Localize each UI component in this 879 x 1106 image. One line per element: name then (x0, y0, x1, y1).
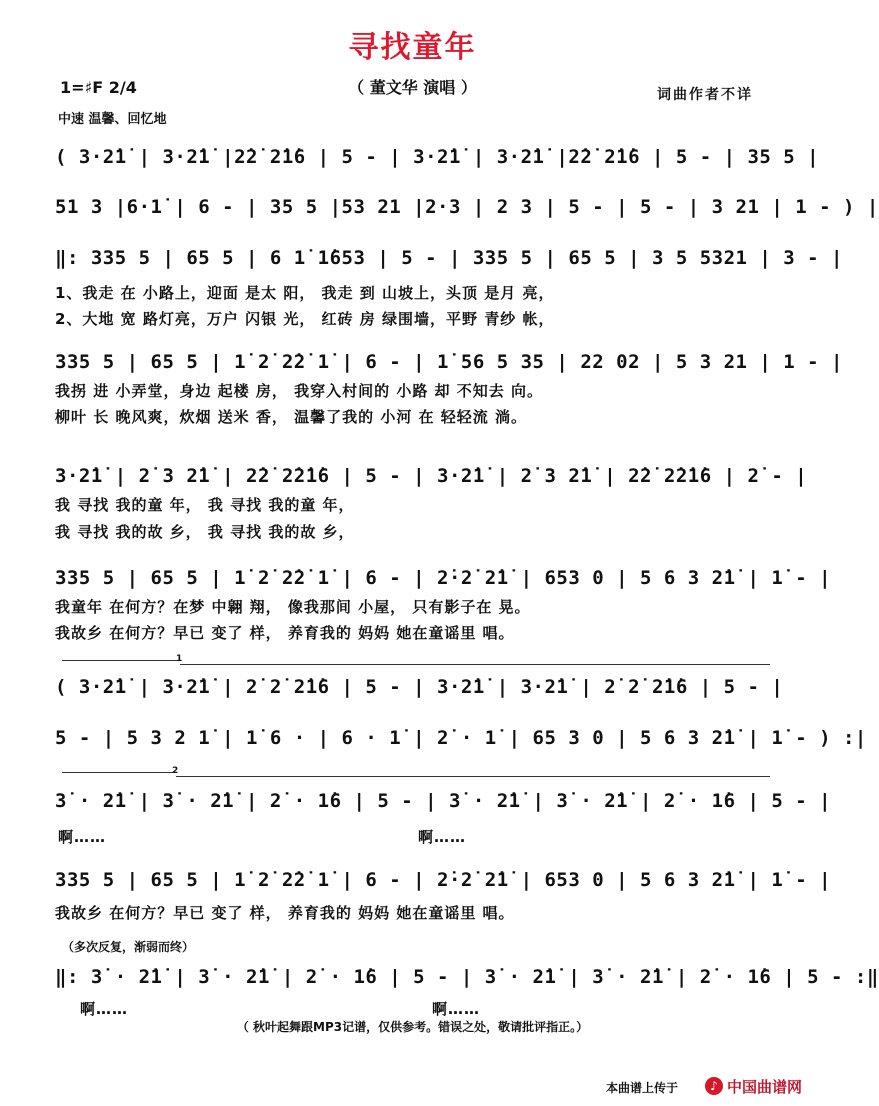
notation-row: ( 3·2̇1̇ | 3·2̇1̇ |2̇2̇ 2̇1̇6 | 5 - | 3·2̇1̇ | 3·2̇1̇ |2̇2̇ 2̇1̇6 | 5 - | 35 5 | (55, 146, 820, 168)
lyric-line: 我 寻找 我的童 年， 我 寻找 我的童 年， (55, 496, 355, 514)
lyric-line: 我童年 在何方？在梦 中翱 翔， 像我那间 小屋， 只有影子在 晃。 (55, 598, 531, 616)
volta-number: 2 (172, 766, 179, 776)
notation-row: 51 3 |6·1̇ | 6 - | 35 5 |53 21 |2·3 | 2 3 | 5 - | 5 - | 3 21 | 1 - ) | (55, 196, 879, 218)
lyric-line: 啊…… (58, 828, 107, 846)
key-signature: 1=♯F 2/4 (60, 78, 137, 97)
singer-credit: （ 董文华 演唱 ） (348, 78, 477, 97)
lyric-line: 2、大地 宽 路灯亮，万户 闪银 光， 红砖 房 绿围墙，平野 青纱 帐， (55, 310, 555, 328)
notation-row: 3̇ · 2̇1̇ | 3̇ · 2̇1̇ | 2̇ · 1̇6 | 5 - | 3̇ · 2̇1̇ | 3̇ · 2̇1̇ | 2̇ · 1̇6 | 5 - | (55, 790, 832, 812)
lyric-line: 我 寻找 我的故 乡， 我 寻找 我的故 乡， (55, 523, 355, 541)
logo-icon: ♪ (705, 1077, 723, 1095)
lyric-line: 1、我走 在 小路上，迎面 是太 阳， 我走 到 山坡上，头顶 是月 亮， (55, 284, 555, 302)
volta-bracket-2 (62, 772, 174, 773)
transcription-note: （ 秋叶起舞跟MP3记谱，仅供参考。错误之处，敬请批评指正。） (236, 1020, 589, 1034)
lyric-line: 啊…… (80, 1000, 129, 1018)
upload-label: 本曲谱上传于 (606, 1081, 679, 1095)
lyric-line: 我故乡 在何方？早已 变了 样， 养育我的 妈妈 她在童谣里 唱。 (55, 904, 515, 922)
notation-row: 335 5 | 65 5 | 1̇ 2̇ 2̇2̇ 1̇ | 6 - | 1̇ 56 5 35 | 22 02 | 5 3 21 | 1 - | (55, 351, 843, 373)
lyric-line: 啊…… (418, 828, 467, 846)
notation-row: 3·2̇1̇ | 2̇ 3 2̇1̇ | 2̇2̇ 2̇2̇1̇6 | 5 - | 3·2̇1̇ | 2̇ 3 2̇1̇ | 2̇2̇ 2̇2̇1̇6 | 2̇ - | (55, 465, 808, 487)
notation-row: ( 3·2̇1̇ | 3·2̇1̇ | 2̇ 2̇ 2̇1̇6 | 5 - | 3·2̇1̇ | 3·2̇1̇ | 2̇ 2̇ 2̇1̇6 | 5 - | (55, 676, 784, 698)
notation-row: 335 5 | 65 5 | 1̇ 2̇ 2̇2̇ 1̇ | 6 - | 2̇·2̇ 2̇1̇ | 653 0 | 5 6 3 2̇1̇ | 1̇ - | (55, 869, 832, 891)
logo-text: 中国曲谱网 (727, 1077, 803, 1096)
notation-row: ‖: 3̇ · 2̇1̇ | 3̇ · 2̇1̇ | 2̇ · 1̇6 | 5 - | 3̇ · 2̇1̇ | 3̇ · 2̇1̇ | 2̇ · 1̇6 | 5 - :‖ (55, 966, 879, 988)
notation-row: 335 5 | 65 5 | 1̇ 2̇ 2̇2̇ 1̇ | 6 - | 2̇·2̇ 2̇1̇ | 653 0 | 5 6 3 2̇1̇ | 1̇ - | (55, 567, 832, 589)
lyric-line: 我故乡 在何方？早已 变了 样， 养育我的 妈妈 她在童谣里 唱。 (55, 624, 515, 642)
notation-row: 5 - | 5 3 2 1̇ | 1̇ 6 · | 6 · 1̇ | 2̇ · 1̇ | 65 3 0 | 5 6 3 2̇1̇ | 1̇ - ) :| (55, 727, 867, 749)
author-credit: 词曲作者不详 (657, 87, 753, 103)
song-title: 寻找童年 (348, 30, 477, 65)
notation-row: ‖: 335 5 | 65 5 | 6 1̇ 1̇653 | 5 - | 335 5 | 65 5 | 3 5 5321 | 3 - | (55, 247, 843, 269)
volta-line (176, 776, 770, 777)
repeat-instruction: （多次反复，渐弱而终） (62, 940, 195, 954)
volta-line (180, 664, 770, 665)
volta-bracket-1 (62, 660, 180, 661)
lyric-line: 柳叶 长 晚风爽，炊烟 送米 香， 温馨了我的 小河 在 轻轻流 淌。 (55, 408, 528, 426)
volta-number: 1 (176, 654, 183, 664)
lyric-line: 啊…… (432, 1000, 481, 1018)
lyric-line: 我拐 进 小弄堂，身边 起楼 房， 我穿入村间的 小路 却 不知去 向。 (55, 382, 544, 400)
tempo-marking: 中速 温馨、回忆地 (58, 112, 167, 127)
site-logo[interactable] (705, 1075, 813, 1097)
